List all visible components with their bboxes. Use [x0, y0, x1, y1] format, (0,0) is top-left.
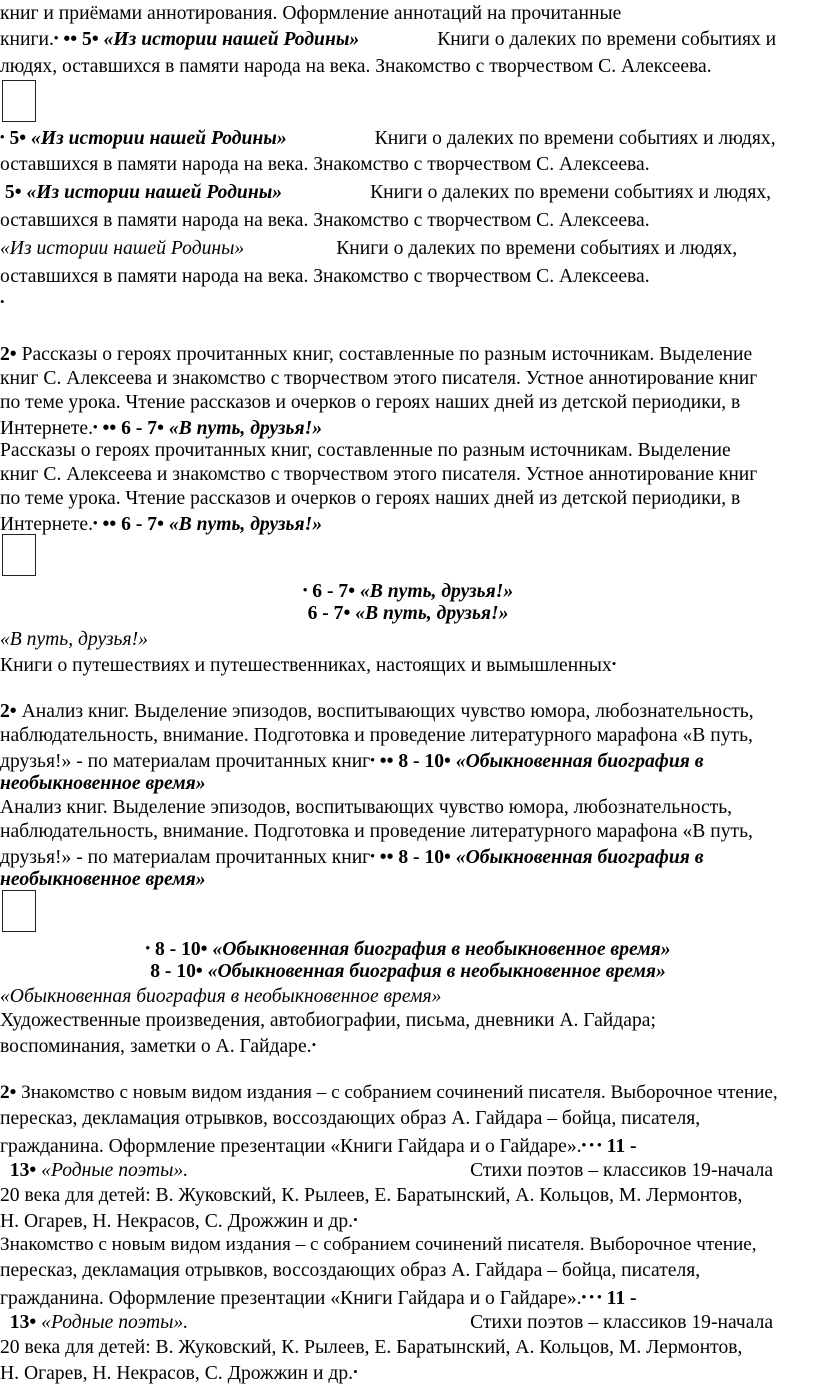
empty-checkbox-2: [2, 534, 36, 576]
text-line-40: 13• «Родные поэты». Стихи поэтов – классиков 19-начала: [9, 1312, 774, 1333]
text-line-41: 20 века для детей: В. Жуковский, К. Рылеев, Е. Баратынский, А. Кольцов, М. Лермонтов,: [0, 1337, 743, 1358]
text-line-23: необыкновенное время»: [0, 773, 206, 794]
text-line-35: 20 века для детей: В. Жуковский, К. Рылеев, Е. Баратынский, А. Кольцов, М. Лермонтов,: [0, 1185, 743, 1206]
text-line-42: Н. Огарев, Н. Некрасов, С. Дрожжин и др.•: [0, 1363, 358, 1384]
text-line-29: Художественные произведения, автобиографии, письма, дневники А. Гайдара;: [0, 1010, 656, 1031]
text-line-25: наблюдательность, внимание. Подготовка и проведение литературного марафона «В путь,: [0, 821, 753, 842]
text-line-24: Анализ книг. Выделение эпизодов, воспитывающих чувство юмора, любознательность,: [0, 797, 733, 818]
centered-heading-3: • 8 - 10• «Обыкновенная биография в необыкновенное время»: [145, 939, 671, 960]
text-line-2: книги.• •• 5• «Из истории нашей Родины» Книги о далеких по времени событиях и: [0, 29, 777, 50]
text-line-28: «Обыкновенная биография в необыкновенное время»: [0, 986, 442, 1007]
text-line-20: 2• Анализ книг. Выделение эпизодов, воспитывающих чувство юмора, любознательность,: [0, 701, 754, 722]
text-line-6: 5• «Из истории нашей Родины» Книги о далеких по времени событиях и людях,: [4, 182, 772, 203]
text-line-17: Интернете.• •• 6 - 7• «В путь, друзья!»: [0, 514, 323, 535]
bullet-line-1: •: [0, 294, 5, 309]
text-line-12: по теме урока. Чтение рассказов и очерков о героях наших дней из детской периодики, в: [0, 392, 741, 413]
text-line-21: наблюдательность, внимание. Подготовка и проведение литературного марафона «В путь,: [0, 725, 753, 746]
text-line-16: по теме урока. Чтение рассказов и очерков о героях наших дней из детской периодики, в: [0, 488, 741, 509]
text-line-37: Знакомство с новым видом издания – с собранием сочинений писателя. Выборочное чтение,: [0, 1234, 757, 1255]
empty-checkbox-3: [2, 890, 36, 932]
centered-heading-1: • 6 - 7• «В путь, друзья!»: [302, 581, 514, 602]
centered-heading-2: 6 - 7• «В путь, друзья!»: [307, 603, 509, 624]
text-line-32: пересказ, декламация отрывков, воссоздающих образ А. Гайдара – бойца, писателя,: [0, 1108, 701, 1129]
text-line-5: оставшихся в памяти народа на века. Знакомство с творчеством С. Алексеева.: [0, 154, 650, 175]
text-line-33: гражданина. Оформление презентации «Книги Гайдара и о Гайдаре».• • • 11 -: [0, 1136, 637, 1157]
text-line-27: необыкновенное время»: [0, 869, 206, 890]
empty-checkbox-1: [2, 80, 36, 122]
text-line-10: 2• Рассказы о героях прочитанных книг, составленные по разным источникам. Выделение: [0, 344, 753, 365]
text-line-1: книг и приёмами аннотирования. Оформление аннотаций на прочитанные: [0, 3, 622, 24]
text-line-38: пересказ, декламация отрывков, воссоздающих образ А. Гайдара – бойца, писателя,: [0, 1260, 701, 1281]
text-line-26: друзья!» - по материалам прочитанных книг• •• 8 - 10• «Обыкновенная биография в: [0, 847, 704, 868]
text-line-4: • 5• «Из истории нашей Родины» Книги о далеких по времени событиях и людях,: [0, 128, 776, 149]
text-line-31: 2• Знакомство с новым видом издания – с собранием сочинений писателя. Выборочное чтение,: [0, 1082, 778, 1103]
text-line-30: воспоминания, заметки о А. Гайдаре.•: [0, 1036, 317, 1057]
text-line-11: книг С. Алексеева и знакомство с творчеством этого писателя. Устное аннотирование книг: [0, 368, 758, 389]
text-line-15: книг С. Алексеева и знакомство с творчеством этого писателя. Устное аннотирование книг: [0, 464, 758, 485]
centered-heading-4: 8 - 10• «Обыкновенная биография в необыкновенное время»: [150, 961, 666, 982]
text-line-22: друзья!» - по материалам прочитанных книг• •• 8 - 10• «Обыкновенная биография в: [0, 751, 704, 772]
text-line-14: Рассказы о героях прочитанных книг, составленные по разным источникам. Выделение: [0, 440, 731, 461]
text-line-13: Интернете.• •• 6 - 7• «В путь, друзья!»: [0, 418, 323, 439]
text-line-7: оставшихся в памяти народа на века. Знакомство с творчеством С. Алексеева.: [0, 210, 650, 231]
text-line-3: людях, оставшихся в памяти народа на века. Знакомство с творчеством С. Алексеева.: [0, 56, 712, 77]
text-line-18: «В путь, друзья!»: [0, 629, 148, 650]
text-line-34: 13• «Родные поэты». Стихи поэтов – классиков 19-начала: [9, 1160, 774, 1181]
text-line-39: гражданина. Оформление презентации «Книги Гайдара и о Гайдаре».• • • 11 -: [0, 1288, 637, 1309]
text-line-8: «Из истории нашей Родины» Книги о далеких по времени событиях и людях,: [0, 238, 738, 259]
text-line-19: Книги о путешествиях и путешественниках, настоящих и вымышленных•: [0, 655, 617, 676]
text-line-9: оставшихся в памяти народа на века. Знакомство с творчеством С. Алексеева.: [0, 266, 650, 287]
text-line-36: Н. Огарев, Н. Некрасов, С. Дрожжин и др.•: [0, 1211, 358, 1232]
